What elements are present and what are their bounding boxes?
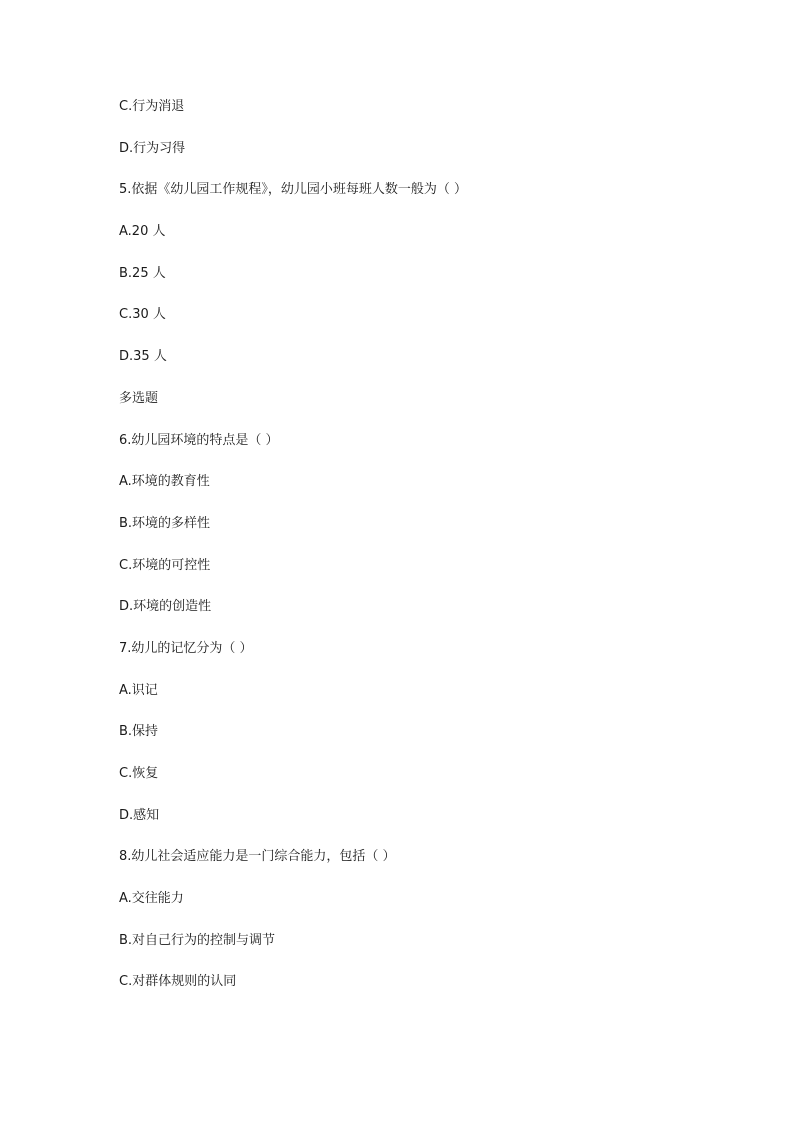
question-list bbox=[119, 97, 719, 1014]
question-6-option-a: A.环境的教育性 bbox=[119, 474, 210, 490]
question-5-option-c: C.30 人 bbox=[119, 307, 166, 323]
question-8-option-b: B.对自己行为的控制与调节 bbox=[119, 932, 276, 948]
question-6-option-c: C.环境的可控性 bbox=[119, 557, 211, 573]
question-8-option-a: A.交往能力 bbox=[119, 891, 184, 907]
question-7-option-b: B.保持 bbox=[119, 724, 159, 740]
question-7-option-c: C.恢复 bbox=[119, 766, 159, 781]
question-5-option-b: B.25 人 bbox=[119, 265, 166, 281]
question-8: 8.幼儿社会适应能力是一门综合能力，包括（ ） bbox=[119, 849, 396, 865]
question-6: 6.幼儿园环境的特点是（ ） bbox=[119, 432, 279, 448]
question-5-option-d: D.35 人 bbox=[119, 349, 167, 365]
question-5-option-a: A.20 人 bbox=[119, 224, 166, 240]
question-7-option-a: A.识记 bbox=[119, 682, 158, 698]
question-6-option-d: D.环境的创造性 bbox=[119, 599, 212, 615]
question-5: 5.依据《幼儿园工作规程》，幼儿园小班每班人数一般为（ ） bbox=[119, 182, 468, 198]
option-d-previous: D.行为习得 bbox=[119, 140, 186, 156]
question-8-option-c: C.对群体规则的认同 bbox=[119, 974, 237, 990]
option-c-previous: C.行为消退 bbox=[119, 99, 185, 114]
question-7-option-d: D.感知 bbox=[119, 807, 160, 823]
section-heading-multiple-choice: 多选题 bbox=[119, 390, 159, 406]
question-6-option-b: B.环境的多样性 bbox=[119, 515, 211, 531]
question-7: 7.幼儿的记忆分为（ ） bbox=[119, 640, 253, 656]
